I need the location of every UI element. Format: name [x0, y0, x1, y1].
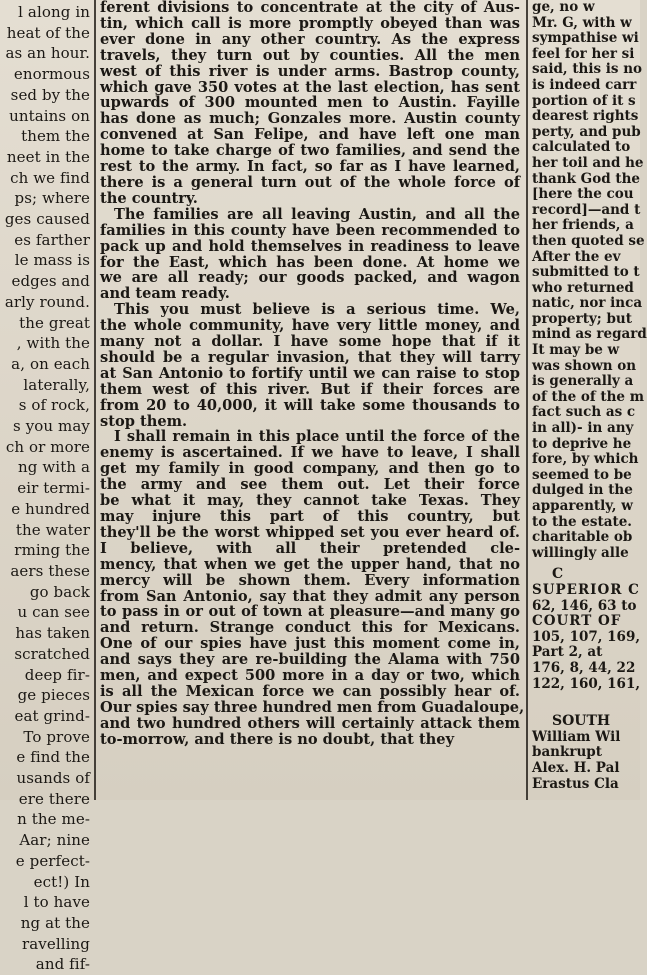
article-line: the country.: [100, 189, 198, 207]
article-line: pack up and hold themselves in readiness to leave: [100, 237, 520, 255]
right-fragment-line: sympathise wi: [532, 30, 639, 47]
article-line: has done as much; Gonzales more. Austin county: [100, 110, 520, 128]
right-fragment-line: property; but: [532, 310, 632, 327]
article-line: and two hundred others will certainly attack them: [100, 714, 520, 732]
left-fragment-line: eir termi-: [17, 479, 90, 498]
left-fragment-line: , with the: [16, 334, 90, 353]
article-line: The families are all leaving Austin, and all the: [114, 205, 520, 223]
article-line: should be a regular invasion, that they will tarry: [100, 348, 520, 366]
article-line: convened at San Felipe, and have left one man: [100, 126, 520, 144]
article-line: we are all ready; our goods packed, and wagon: [100, 269, 520, 287]
court-notice-line: Part 2, at: [532, 644, 603, 661]
left-fragment-line: ect!) In: [33, 872, 90, 891]
article-line: I believe, with all their pretended cle-: [100, 539, 520, 557]
right-fragment-line: to the estate.: [532, 513, 632, 530]
right-fragment-line: natic, nor inca: [532, 295, 643, 312]
left-fragment-line: e perfect-: [15, 851, 90, 870]
article-line: men, and expect 500 more in a day or two, which: [100, 667, 520, 685]
article-paragraph: [100, 207, 520, 302]
main-article-column: [100, 0, 525, 800]
column-rule-left: [94, 0, 96, 800]
right-fragment-line: who returned: [532, 279, 634, 296]
left-fragment-line: laterally,: [23, 375, 90, 394]
left-fragment-line: them the: [21, 127, 90, 146]
left-fragment-line: scratched: [14, 644, 90, 663]
left-fragment-line: e find the: [16, 748, 90, 767]
right-fragment-line: charitable ob: [532, 529, 633, 546]
left-fragment-line: aers these: [10, 561, 90, 580]
left-fragment-line: enormous: [13, 65, 90, 84]
bankrupt-notice-line: William Wil: [532, 728, 621, 745]
article-line: This you must believe is a serious time. We,: [114, 301, 520, 319]
article-line: mency, that when we get the upper hand, that no: [100, 555, 520, 573]
left-fragment-line: untains on: [9, 106, 90, 125]
article-line: ferent divisions to concentrate at the city of Aus-: [100, 0, 520, 16]
right-fragment-line: willingly alle: [532, 544, 629, 561]
left-fragment-line: ch we find: [10, 168, 90, 187]
left-fragment-line: heat of the: [6, 23, 90, 42]
right-fragment-line: submitted to t: [532, 264, 640, 281]
bankrupt-notice-line: Erastus Cla: [532, 775, 619, 792]
left-column-fragment: [0, 0, 90, 974]
article-line: at San Antonio to fortify until we can raise to stop: [100, 364, 520, 382]
right-fragment-line: is generally a: [532, 373, 634, 390]
right-fragment-line: perty, and pub: [532, 123, 641, 140]
court-notice-line: 122, 160, 161,: [532, 675, 641, 692]
left-fragment-line: ravelling: [21, 934, 90, 953]
left-fragment-line: l to have: [23, 893, 90, 912]
left-fragment-line: deep fir-: [24, 665, 90, 684]
right-fragment-line: thank God the: [532, 170, 640, 187]
right-fragment-line: dulged in the: [532, 482, 633, 499]
right-fragment-line: of the of the m: [532, 388, 644, 405]
right-fragment-line: After the ev: [532, 248, 621, 265]
article-line: there is a general turn out of the whole force of: [100, 173, 520, 191]
left-fragment-line: n the me-: [17, 810, 90, 829]
left-fragment-line: neet in the: [6, 147, 90, 166]
right-fragment-line: ge, no w: [532, 0, 595, 15]
left-fragment-line: To prove: [23, 727, 90, 746]
right-fragment-line: her toil and he: [532, 154, 644, 171]
left-fragment-line: the great: [19, 313, 90, 332]
article-line: may injure this part of this country, but: [100, 508, 520, 525]
article-paragraph: [100, 428, 525, 748]
right-fragment-line: [here the cou: [532, 186, 634, 203]
right-fragment-line: said, this is no: [532, 61, 643, 78]
article-line: is all the Mexican force we can possibly hear of.: [100, 682, 520, 700]
right-fragment-line: calculated to: [532, 139, 631, 156]
left-fragment-line: ps; where: [14, 189, 90, 208]
bankrupt-notice-line: SOUTH: [552, 713, 611, 730]
right-fragment-line: It may be w: [532, 342, 620, 359]
right-fragment-line: fact such as c: [532, 404, 636, 421]
court-notice-line: SUPERIOR C: [532, 581, 640, 598]
left-fragment-line: usands of: [16, 769, 90, 788]
court-notice-heading: C: [552, 566, 564, 583]
right-fragment-line: seemed to be: [532, 466, 632, 483]
left-fragment-line: rming the: [14, 541, 90, 560]
article-line: them west of this river. But if their forces are: [100, 380, 520, 398]
article-line: from 20 to 40,000, it will take some thousands to: [100, 396, 520, 414]
left-fragment-line: ch or more: [5, 437, 90, 456]
left-fragment-line: l along in: [18, 3, 90, 21]
left-fragment-line: e hundred: [11, 499, 90, 518]
article-line: upwards of 300 mounted men to Austin. Fayille: [100, 94, 520, 112]
article-line: they'll be the worst whipped set you ever heard of.: [100, 523, 520, 541]
article-line: One of our spies have just this moment come in,: [100, 635, 520, 653]
right-fragment-line: Mr. G, with w: [532, 14, 632, 31]
article-line: and team ready.: [100, 285, 230, 303]
article-paragraph: [100, 0, 520, 207]
article-line: stop them.: [100, 412, 188, 430]
article-line: west of this river is under arms. Bastrop county,: [100, 62, 520, 80]
article-line: and return. Strange conduct this for Mexicans.: [100, 619, 520, 637]
article-line: from San Antonio, say that they admit any person: [100, 587, 520, 605]
bankrupt-notice-line: Alex. H. Pal: [532, 759, 620, 776]
left-fragment-line: es farther: [14, 230, 90, 249]
court-notice-line: COURT OF: [532, 613, 622, 630]
article-line: tin, which call is more promptly obeyed than was: [100, 14, 520, 32]
left-fragment-line: ng at the: [20, 913, 90, 932]
court-notice-line: 176, 8, 44, 22: [532, 659, 636, 676]
article-line: to-morrow, and there is no doubt, that they: [100, 730, 455, 748]
bankrupt-notice-line: bankrupt: [532, 744, 602, 761]
right-fragment-line: record]—and t: [532, 201, 641, 218]
left-fragment-line: arly round.: [4, 292, 90, 311]
left-fragment-line: and fif-: [35, 955, 90, 974]
left-fragment-line: s you may: [13, 417, 90, 436]
article-line: for the East, which has been done. At home we: [100, 253, 520, 271]
left-fragment-line: edges and: [11, 272, 90, 291]
right-fragment-line: then quoted se: [532, 232, 645, 249]
right-fragment-line: her friends, a: [532, 217, 634, 234]
article-line: mercy will be shown them. Every information: [100, 571, 520, 589]
right-fragment-line: is indeed carr: [532, 76, 637, 93]
article-line: families in this county have been recommended to: [100, 221, 520, 239]
article-line: enemy is ascertained. If we have to leave, I shall: [100, 444, 520, 462]
left-fragment-line: ere there: [18, 789, 90, 808]
article-line: many not a dollar. I have some hope that if it: [100, 333, 520, 351]
right-fragment-line: feel for her si: [532, 45, 635, 62]
left-fragment-line: a, on each: [11, 354, 90, 373]
article-line: I shall remain in this place until the force of the: [114, 428, 520, 446]
right-fragment-line: apparently, w: [532, 498, 633, 514]
column-rule-right: [526, 0, 528, 800]
left-fragment-line: eat grind-: [14, 706, 90, 725]
article-line: travels, they turn out by counties. All the men: [100, 46, 520, 64]
right-fragment-line: portion of it s: [532, 92, 636, 109]
right-fragment-line: dearest rights: [532, 108, 639, 125]
article-line: home to take charge of two families, and send the: [100, 142, 520, 160]
court-notice-line: 62, 146, 63 to: [532, 597, 637, 614]
left-fragment-line: sed by the: [10, 85, 90, 104]
left-fragment-line: has taken: [15, 624, 90, 643]
left-fragment-line: Aar; nine: [19, 831, 90, 850]
court-notice-line: 105, 107, 169,: [532, 628, 641, 645]
article-line: ever done in any other country. As the express: [100, 30, 520, 48]
left-fragment-line: ng with a: [18, 458, 90, 477]
right-fragment-line: to deprive he: [532, 435, 632, 452]
article-line: be what it may, they cannot take Texas. They: [100, 492, 520, 510]
article-line: Our spies say three hundred men from Guadaloupe,: [100, 698, 525, 716]
left-fragment-line: ges caused: [4, 210, 90, 229]
article-line: rest to the army. In fact, so far as I have learned,: [100, 158, 520, 176]
right-fragment-line: was shown on: [532, 357, 637, 374]
right-fragment-line: fore, by which: [532, 451, 639, 468]
article-paragraph: [100, 302, 520, 429]
left-fragment-line: ge pieces: [17, 686, 90, 705]
article-line: the whole community, have very little money, and: [100, 317, 520, 335]
article-line: to pass in or out of town at pleasure—and many go: [100, 603, 520, 621]
left-fragment-line: go back: [29, 582, 90, 601]
left-fragment-line: s of rock,: [18, 396, 90, 415]
article-line: get my family in good company, and then go to: [100, 460, 520, 478]
right-fragment-line: in all)- in any: [532, 420, 634, 437]
article-line: and says they are re-building the Alama with 750: [100, 651, 520, 669]
right-column-fragment: [532, 0, 647, 800]
left-fragment-line: le mass is: [14, 251, 90, 270]
article-line: the army and see them out. Let their force: [100, 476, 520, 494]
left-fragment-line: the water: [15, 520, 90, 539]
right-fragment-line: mind as regard: [532, 326, 647, 343]
article-line: which gave 350 votes at the last election, has sent: [100, 78, 520, 96]
left-fragment-line: as an hour.: [5, 44, 90, 63]
left-fragment-line: u can see: [17, 603, 90, 622]
